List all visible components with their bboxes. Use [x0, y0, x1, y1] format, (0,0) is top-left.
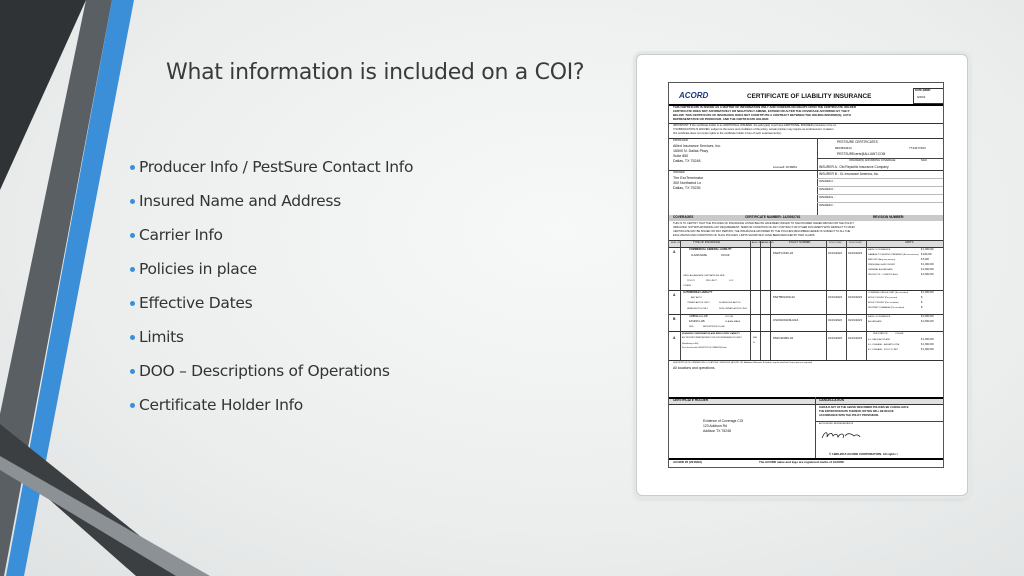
- divider: [669, 331, 943, 332]
- limit-value: $ 2,000,000: [921, 320, 934, 323]
- policy-eff: 01/01/2022: [828, 336, 842, 340]
- policy-sub: CLAIMS-MADE: [691, 255, 707, 257]
- limit-label: MED EXP (Any one person): [868, 259, 896, 261]
- limit-value: $ 5,000: [921, 258, 929, 261]
- notice-line: THIS CERTIFICATE IS ISSUED AS A MATTER OF INFORMATION ONLY AND CONFERS NO RIGHTS UPON THE CERTIFICATE HOLDER: [673, 105, 856, 109]
- copyright: © 1988-2015 ACORD CORPORATION. All rights r: [829, 452, 898, 456]
- table-header: ADDL INSD: [752, 242, 764, 244]
- divider: [669, 360, 943, 361]
- insurer-a: INSURER A : Old Republic Insurance Company: [819, 165, 889, 169]
- bullet-icon: [130, 199, 135, 204]
- policy-sub: POLICY: [687, 280, 696, 282]
- doo-text: All locations and operations.: [673, 366, 716, 370]
- coi-certificate-image: [668, 82, 944, 468]
- policy-exp: 01/01/2023: [848, 295, 862, 299]
- column-divider: [760, 240, 761, 360]
- revision-number: REVISION NUMBER:: [873, 215, 905, 219]
- policy-exp: 01/01/2023: [848, 318, 862, 322]
- table-header: SUBR WVD: [762, 242, 774, 244]
- notice-line: REPRESENTATIVE OR PRODUCER, AND THE CERTIFICATE HOLDER.: [673, 117, 770, 121]
- certificate-number: CERTIFICATE NUMBER: 1425052761: [745, 215, 801, 219]
- insured-line: Dallas, TX 75235: [673, 186, 701, 190]
- bullet-item: [130, 290, 413, 324]
- policy-sub: LOC: [729, 280, 734, 282]
- coverage-text: THIS IS TO CERTIFY THAT THE POLICIES OF INSURANCE LISTED BELOW HAVE BEEN ISSUED TO THE INSURED NAMED ABOVE FOR THE POLICY: [673, 222, 855, 225]
- policy-type: UMBRELLA LIAB: [689, 315, 708, 318]
- bullet-text: Limits: [139, 328, 184, 346]
- acord-logo: ACORD: [679, 91, 709, 100]
- slide-title: What information is included on a COI?: [166, 60, 585, 85]
- insured-label: INSURED: [673, 171, 685, 174]
- limit-label: DAMAGE TO RENTED PREMISES (Ea occurrence): [868, 254, 919, 256]
- coverage-text: CERTIFICATE MAY BE ISSUED OR MAY PERTAIN, THE INSURANCE AFFORDED BY THE POLICIES DESCRIBED HEREIN IS SUBJECT TO ALL THE: [673, 230, 851, 233]
- policy-letter: A: [673, 250, 676, 254]
- bullet-text: Insured Name and Address: [139, 192, 341, 210]
- limit-label: E.L. DISEASE - POLICY LIMIT: [868, 349, 899, 351]
- bullet-text: DOO – Descriptions of Operations: [139, 362, 390, 380]
- coverage-text: EXCLUSIONS AND CONDITIONS OF SUCH POLICIES. LIMITS SHOWN MAY HAVE BEEN REDUCED BY PAID CLAIMS.: [673, 234, 816, 237]
- limit-value: $ 100,000: [921, 253, 932, 256]
- limit-value: $ 2,000,000: [921, 273, 934, 276]
- policy-eff: 01/01/2022: [828, 318, 842, 322]
- limit-value: $ 1,000,000: [921, 263, 934, 266]
- insurer-b: INSURER B : XL Insurance America, Inc.: [819, 172, 879, 176]
- bullet-item: [130, 188, 413, 222]
- authorized-rep-label: AUTHORIZED REPRESENTATIVE: [819, 423, 854, 425]
- bullet-icon: [130, 301, 135, 306]
- limit-label: EACH OCCURRENCE: [868, 316, 891, 318]
- bullet-item: [130, 324, 413, 358]
- column-divider: [846, 240, 847, 360]
- limit-value: $ 1,000,000: [921, 343, 934, 346]
- limit-label: PRODUCTS - COMP/OP AGG: [868, 274, 898, 276]
- limit-value: $ 1,000,000: [921, 248, 934, 251]
- policy-sub: OCCUR: [725, 316, 734, 318]
- holder-line: Evidence of Coverage COI: [703, 419, 744, 423]
- limit-value: $: [921, 306, 923, 309]
- policy-sub: NON-OWNED AUTOS ONLY: [719, 308, 748, 310]
- policy-type: WORKERS COMPENSATION AND EMPLOYERS' LIABILITY: [682, 333, 740, 335]
- bullet-icon: [130, 369, 135, 374]
- important-line: If SUBROGATION IS WAIVED, subject to the terms and conditions of the policy, certain policies may require an endorsement. A statem: [673, 128, 834, 131]
- important-line: this certificate does not confer rights to the certificate holder in lieu of such endorsement(s).: [673, 132, 782, 135]
- policy-number: MWZY2190-22: [773, 251, 794, 255]
- limit-label: COMBINED SINGLE LIMIT (Ea accident): [868, 292, 909, 294]
- insurer-row: INSURER E :: [819, 196, 835, 199]
- policy-exp: 01/01/2023: [848, 336, 862, 340]
- limit-value: $ 2,000,000: [921, 268, 934, 271]
- divider: [669, 404, 943, 405]
- policy-letter: A: [673, 336, 676, 340]
- holder-line: 123 Addison Rd: [703, 424, 727, 428]
- table-header: LIMITS: [905, 241, 914, 244]
- bullet-icon: [130, 233, 135, 238]
- limit-label: PERSONAL & ADV INJURY: [868, 264, 896, 266]
- notice-line: CERTIFICATE DOES NOT AFFIRMATIVELY OR NEGATIVELY AMEND, EXTEND OR ALTER THE COVERAGE AFFORDED BY THE P: [673, 109, 850, 113]
- license-number: License#: 0C36861: [773, 165, 798, 169]
- policy-sub: ANY AUTO: [691, 297, 702, 299]
- cancellation-text: THE EXPIRATION DATE THEREOF, NOTICE WILL BE DELIVE: [819, 410, 894, 413]
- limit-value: OTH-ER: [895, 333, 904, 335]
- limit-value: $: [921, 301, 923, 304]
- producer-line: Dallas, TX 75248: [673, 159, 701, 163]
- rule: [817, 178, 943, 179]
- limit-value: $ 1,000,000: [921, 348, 934, 351]
- limit-label: E.L. DISEASE - EA EMPLOYEE: [868, 344, 900, 346]
- limit-value: $ 1,000,000: [921, 291, 934, 294]
- policy-type: AUTOMOBILE LIABILITY: [683, 291, 713, 294]
- signature-image: [821, 429, 861, 441]
- notice-line: BELOW. THIS CERTIFICATE OF INSURANCE DOES NOT CONSTITUTE A CONTRACT BETWEEN THE ISSUING INSURER(S), AUTH: [673, 113, 851, 117]
- column-divider: [866, 240, 867, 360]
- policy-eff: 01/01/2022: [828, 251, 842, 255]
- limit-label: BODILY INJURY (Per accident): [868, 302, 899, 304]
- policy-sub: RETENTION $ 10,000: [703, 326, 725, 328]
- bullet-text: Policies in place: [139, 260, 257, 278]
- policy-sub: ANY PROPRIETOR/PARTNER/EXECUTIVE OFFICER/MEMBER EXCLUDED?: [682, 337, 742, 339]
- bullet-text: Carrier Info: [139, 226, 223, 244]
- rule: [817, 186, 943, 187]
- limit-label: BODILY INJURY (Per person): [868, 297, 898, 299]
- policy-sub: N: [753, 342, 755, 344]
- policy-sub: HIRED AUTOS ONLY: [687, 308, 709, 310]
- policy-number: MWTB02190-22: [773, 295, 795, 299]
- limit-label: E.L. EACH ACCIDENT: [868, 339, 891, 341]
- column-divider: [817, 138, 818, 215]
- holder-line: Addison TX 75248: [703, 429, 731, 433]
- insurer-row: INSURER F :: [819, 204, 835, 207]
- bullet-item: [130, 392, 413, 426]
- cancellation-text: SHOULD ANY OF THE ABOVE DESCRIBED POLICIES BE CANCELLED B: [819, 406, 909, 409]
- rule: [817, 194, 943, 195]
- policy-sub: DED: [689, 326, 694, 328]
- limit-label: PER STATUTE: [873, 333, 888, 335]
- policy-sub: GEN'L AGGREGATE LIMIT APPLIES PER:: [683, 275, 725, 277]
- column-divider: [750, 240, 751, 360]
- bullet-list: [130, 154, 413, 426]
- bullet-item: [130, 222, 413, 256]
- insured-line: 300 Northwind Ln: [673, 181, 702, 185]
- policy-letter: B: [673, 317, 676, 321]
- table-header: INSR LTR: [671, 242, 681, 244]
- doo-label: DESCRIPTION OF OPERATIONS / LOCATIONS / VEHICLES (ACORD 101, Additional Remarks Schedule, may be attached if more space is required): [673, 362, 812, 364]
- holder-label: CERTIFICATE HOLDER: [673, 398, 709, 402]
- bullet-icon: [130, 267, 135, 272]
- insurer-row: INSURER D :: [819, 188, 835, 191]
- footer-form: ACORD 25 (2016/03): [673, 460, 702, 464]
- column-divider: [680, 240, 681, 360]
- policy-number: US00100100LI22A: [773, 318, 799, 322]
- coverages-label: COVERAGES: [673, 215, 694, 219]
- policy-sub: OTHER:: [683, 285, 692, 287]
- bullet-text: Certificate Holder Info: [139, 396, 303, 414]
- divider: [669, 314, 943, 315]
- table-header: POLICY EFF: [829, 242, 842, 244]
- policy-type: COMMERCIAL GENERAL LIABILITY: [689, 248, 732, 251]
- producer-line: Allied Insurance Services, Inc.: [673, 144, 722, 148]
- important-line: IMPORTANT: If the certificate holder is an ADDITIONAL INSURED, the policy(ies) must have ADDITIONAL INSURED provisions or be en: [673, 124, 837, 127]
- policy-sub: OWNED AUTOS ONLY: [687, 302, 710, 304]
- naic-label: NAIC: [921, 159, 928, 162]
- contact-email: PESTSUREcerts@ALLIANT.COM: [837, 152, 886, 156]
- rule: [817, 202, 943, 203]
- limit-value: $ 2,000,000: [921, 315, 934, 318]
- contact-fax: 7744277403: [909, 146, 926, 150]
- policy-letter: A: [673, 293, 676, 297]
- contact-phone: 8664594913: [835, 146, 852, 150]
- bullet-icon: [130, 165, 135, 170]
- policy-sub: If yes, describe under DESCRIPTION OF OPERATIONS below: [682, 348, 727, 349]
- policy-sub: EXCESS LIAB: [689, 320, 705, 323]
- column-divider: [815, 397, 816, 459]
- cancellation-label: CANCELLATION: [819, 398, 844, 402]
- table-header: TYPE OF INSURANCE: [693, 241, 721, 244]
- bullet-text: Producer Info / PestSure Contact Info: [139, 158, 414, 176]
- coverage-text: INDICATED. NOTWITHSTANDING ANY REQUIREMENT, TERM OR CONDITION OF ANY CONTRACT OR OTHER DOCUMENT WITH RESPECT TO WHIC: [673, 226, 856, 229]
- date-value: 9/29/2: [917, 95, 926, 99]
- insurer-row: INSURER C :: [819, 180, 835, 183]
- divider: [669, 170, 943, 171]
- table-header: POLICY NUMBER: [789, 241, 811, 244]
- bullet-item: [130, 358, 413, 392]
- table-header: POLICY EXP: [849, 242, 862, 244]
- producer-line: 16500 N. Dallas Pkwy: [673, 149, 709, 153]
- bullet-icon: [130, 403, 135, 408]
- bullet-item: [130, 256, 413, 290]
- cancellation-text: ACCORDANCE WITH THE POLICY PROVISIONS.: [819, 414, 879, 417]
- limit-value: $ 1,000,000: [921, 338, 934, 341]
- column-divider: [770, 240, 771, 360]
- policy-sub: CLAIMS-MADE: [725, 321, 741, 323]
- bullet-text: Effective Dates: [139, 294, 253, 312]
- contact-name: PESTSURE CERTIFICATES: [837, 140, 878, 144]
- producer-label: PRODUCER: [673, 139, 688, 142]
- divider: [669, 138, 943, 139]
- limit-label: GENERAL AGGREGATE: [868, 269, 893, 271]
- policy-sub: N/A: [753, 337, 757, 339]
- certificate-heading: CERTIFICATE OF LIABILITY INSURANCE: [747, 93, 872, 100]
- policy-eff: 01/01/2022: [828, 295, 842, 299]
- insurers-label: INSURER(S) AFFORDING COVERAGE: [849, 159, 896, 162]
- column-divider: [826, 240, 827, 360]
- limit-label: AGGREGATE: [868, 321, 882, 323]
- policy-exp: 01/01/2023: [848, 251, 862, 255]
- policy-sub: OCCUR: [721, 255, 730, 257]
- producer-line: Suite 850: [673, 154, 689, 158]
- limit-label: PROPERTY DAMAGE (Per accident): [868, 307, 905, 309]
- bullet-item: [130, 154, 413, 188]
- policy-number: MWC30090-22: [773, 336, 794, 340]
- insured-line: The ExxTerminator: [673, 176, 704, 180]
- rule: [815, 421, 943, 422]
- date-label: DATE (MM/D: [915, 89, 931, 92]
- bullet-icon: [130, 335, 135, 340]
- policy-sub: PRO-JECT: [706, 280, 717, 282]
- limit-value: $: [921, 296, 923, 299]
- footer-trademark: The ACORD name and logo are registered marks of ACORD: [759, 460, 844, 464]
- policy-sub: (Mandatory in NH): [682, 343, 699, 345]
- policy-sub: SCHEDULED AUTOS: [719, 302, 741, 304]
- limit-label: EACH OCCURRENCE: [868, 249, 891, 251]
